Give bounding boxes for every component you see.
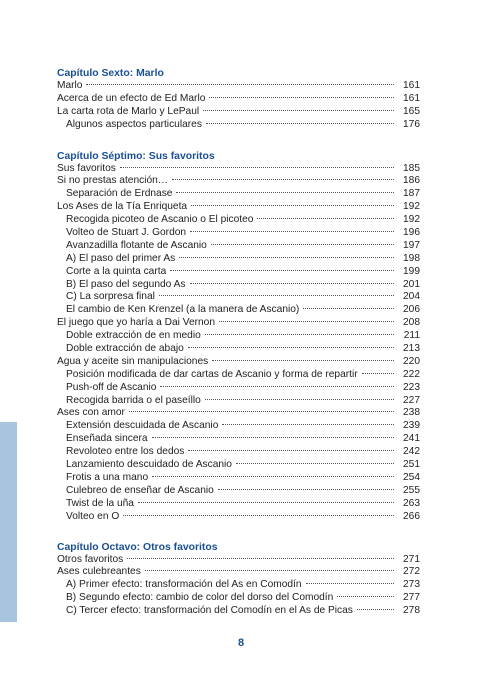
entry-title: C) La sorpresa final [66, 291, 155, 303]
entry-page: 238 [403, 407, 420, 419]
entry-page: 266 [403, 510, 420, 522]
entry-page: 185 [403, 162, 420, 174]
dot-leader [152, 437, 394, 438]
entry-title: Agua y aceite sin manipulaciones [57, 355, 209, 367]
entry-page: 201 [403, 278, 420, 290]
toc-entry[interactable] [57, 369, 420, 382]
toc-entry[interactable] [57, 407, 420, 420]
toc-entry[interactable] [57, 201, 420, 214]
entry-title: Avanzadilla flotante de Ascanio [66, 239, 207, 251]
table-of-contents [57, 67, 420, 618]
entry-page: 176 [403, 118, 420, 130]
entry-page: 199 [403, 265, 420, 277]
toc-entry[interactable] [57, 605, 420, 618]
toc-entry[interactable] [57, 343, 420, 356]
entry-page: 271 [403, 553, 420, 565]
dot-leader [211, 244, 394, 245]
entry-title: Algunos aspectos particulares [66, 118, 202, 130]
dot-leader [120, 167, 394, 168]
dot-leader [337, 596, 394, 597]
toc-entry[interactable] [57, 579, 420, 592]
entry-page: 223 [403, 381, 420, 393]
toc-entry[interactable] [57, 382, 420, 395]
entry-page: 227 [403, 394, 420, 406]
dot-leader [205, 399, 394, 400]
dot-leader [188, 450, 394, 451]
toc-entry[interactable] [57, 253, 420, 266]
entry-title: Culebreo de enseñar de Ascanio [66, 484, 214, 496]
dot-leader [257, 218, 394, 219]
toc-entry[interactable] [57, 119, 420, 132]
dot-leader [138, 502, 394, 503]
entry-title: Acerca de un efecto de Ed Marlo [57, 92, 206, 104]
entry-page: 272 [403, 566, 420, 578]
toc-entry[interactable] [57, 304, 420, 317]
toc-entry[interactable] [57, 330, 420, 343]
entry-page: 273 [403, 579, 420, 591]
toc-entry[interactable] [57, 498, 420, 511]
entry-title: Otros favoritos [57, 553, 124, 565]
entry-title: Doble extracción de en medio [66, 330, 201, 342]
entry-page: 186 [403, 175, 420, 187]
entry-page: 263 [403, 497, 420, 509]
toc-entry[interactable] [57, 106, 420, 119]
dot-leader [306, 583, 394, 584]
entry-page: 198 [403, 252, 420, 264]
toc-entry[interactable] [57, 317, 420, 330]
entry-title: Twist de la uña [66, 497, 134, 509]
entry-page: 242 [403, 446, 420, 458]
dot-leader [191, 205, 394, 206]
toc-entry[interactable] [57, 279, 420, 292]
dot-leader [176, 192, 394, 193]
entry-page: 254 [403, 471, 420, 483]
entry-page: 220 [403, 355, 420, 367]
entry-title: Extensión descuidada de Ascanio [66, 420, 219, 432]
toc-entry[interactable] [57, 356, 420, 369]
dot-leader [212, 360, 394, 361]
dot-leader [218, 489, 394, 490]
entry-page: 277 [403, 592, 420, 604]
entry-page: 251 [403, 459, 420, 471]
entry-title: Push-off de Ascanio [66, 381, 157, 393]
entry-title: Ases con amor [57, 407, 125, 419]
entry-page: 204 [403, 291, 420, 303]
entry-page: 192 [403, 214, 420, 226]
entry-page: 241 [403, 433, 420, 445]
entry-title: Los Ases de la Tía Enriqueta [57, 201, 188, 213]
dot-leader [179, 257, 394, 258]
entry-page: 278 [403, 605, 420, 617]
dot-leader [362, 373, 394, 374]
section-gap [57, 524, 420, 541]
entry-page: 208 [403, 317, 420, 329]
entry-page: 161 [403, 80, 420, 91]
dot-leader [236, 463, 394, 464]
entry-title: El juego que yo haría a Dai Vernon [57, 317, 216, 329]
entry-title: Posición modificada de dar cartas de Ascanio y forma de repartir [66, 368, 358, 380]
entry-title: C) Tercer efecto: transformación del Comodín en el As de Picas [66, 605, 353, 617]
entry-title: A) El paso del primer As [66, 252, 176, 264]
toc-entry[interactable] [57, 485, 420, 498]
dot-leader [209, 97, 394, 98]
toc-entry[interactable] [57, 554, 420, 567]
entry-page: 222 [403, 368, 420, 380]
toc-entry[interactable] [57, 566, 420, 579]
toc-entry[interactable] [57, 420, 420, 433]
entry-page: 206 [403, 304, 420, 316]
entry-page: 255 [403, 484, 420, 496]
dot-leader [190, 283, 395, 284]
entry-title: A) Primer efecto: transformación del As en Comodín [66, 579, 302, 591]
toc-entry[interactable] [57, 459, 420, 472]
dot-leader [203, 110, 394, 111]
dot-leader [205, 334, 394, 335]
dot-leader [219, 321, 394, 322]
toc-entry[interactable] [57, 266, 420, 279]
toc-entry[interactable] [57, 188, 420, 201]
toc-entry[interactable] [57, 395, 420, 408]
entry-title: Volteo de Stuart J. Gordon [66, 227, 187, 239]
dot-leader [303, 308, 394, 309]
entry-title: Doble extracción de abajo [66, 343, 184, 355]
toc-entry[interactable] [57, 291, 420, 304]
entry-page: 165 [403, 105, 420, 117]
entry-title: Separación de Erdnase [66, 188, 173, 200]
chapter-heading: Capítulo Séptimo: Sus favoritos [57, 150, 215, 162]
entry-title: Enseñada sincera [66, 433, 148, 445]
entry-title: Recogida picoteo de Ascanio o El picoteo [66, 214, 254, 226]
dot-leader [127, 558, 394, 559]
dot-leader [123, 515, 394, 516]
toc-entry[interactable] [57, 163, 420, 176]
entry-title: El cambio de Ken Krenzel (a la manera de Ascanio) [66, 304, 300, 316]
section-gap [57, 132, 420, 150]
entry-title: Frotis a una mano [66, 471, 149, 483]
toc-entry[interactable] [57, 472, 420, 485]
entry-title: Revoloteo entre los dedos [66, 446, 185, 458]
dot-leader [145, 570, 394, 571]
dot-leader [357, 609, 394, 610]
dot-leader [129, 411, 394, 412]
entry-title: B) Segundo efecto: cambio de color del dorso del Comodín [66, 592, 334, 604]
dot-leader [170, 270, 394, 271]
toc-entry[interactable] [57, 433, 420, 446]
dot-leader [222, 424, 394, 425]
entry-title: Marlo [57, 80, 83, 91]
side-tab [0, 422, 17, 622]
toc-entry[interactable] [57, 240, 420, 253]
toc-entry[interactable] [57, 511, 420, 524]
entry-title: Lanzamiento descuidado de Ascanio [66, 459, 232, 471]
entry-page: 211 [403, 330, 420, 342]
toc-entry[interactable] [57, 592, 420, 605]
toc-entry[interactable] [57, 80, 420, 93]
toc-entry[interactable] [57, 227, 420, 240]
toc-entry[interactable] [57, 93, 420, 106]
dot-leader [152, 476, 394, 477]
entry-title: Volteo en O [66, 510, 120, 522]
dot-leader [190, 231, 394, 232]
entry-page: 187 [403, 188, 420, 200]
dot-leader [206, 123, 394, 124]
toc-entry[interactable] [57, 214, 420, 227]
entry-title: Sus favoritos [57, 162, 116, 174]
entry-title: B) El paso del segundo As [66, 278, 186, 290]
entry-page: 239 [403, 420, 420, 432]
entry-page: 213 [403, 343, 420, 355]
entry-title: Ases culebreantes [57, 566, 141, 578]
entry-title: Recogida barrida o el paseíllo [66, 394, 201, 406]
dot-leader [160, 386, 394, 387]
dot-leader [188, 347, 394, 348]
toc-entry[interactable] [57, 446, 420, 459]
toc-entry[interactable] [57, 175, 420, 188]
dot-leader [172, 179, 394, 180]
entry-page: 161 [403, 92, 420, 104]
entry-page: 197 [403, 239, 420, 251]
page-number: 8 [237, 637, 245, 649]
chapter-heading: Capítulo Sexto: Marlo [57, 68, 164, 79]
entry-page: 192 [403, 201, 420, 213]
entry-page: 196 [403, 227, 420, 239]
dot-leader [159, 295, 394, 296]
entry-title: La carta rota de Marlo y LePaul [57, 105, 200, 117]
dot-leader [86, 84, 394, 85]
entry-title: Si no prestas atención… [57, 175, 168, 187]
entry-title: Corte a la quinta carta [66, 265, 167, 277]
chapter-heading: Capítulo Octavo: Otros favoritos [57, 541, 218, 553]
